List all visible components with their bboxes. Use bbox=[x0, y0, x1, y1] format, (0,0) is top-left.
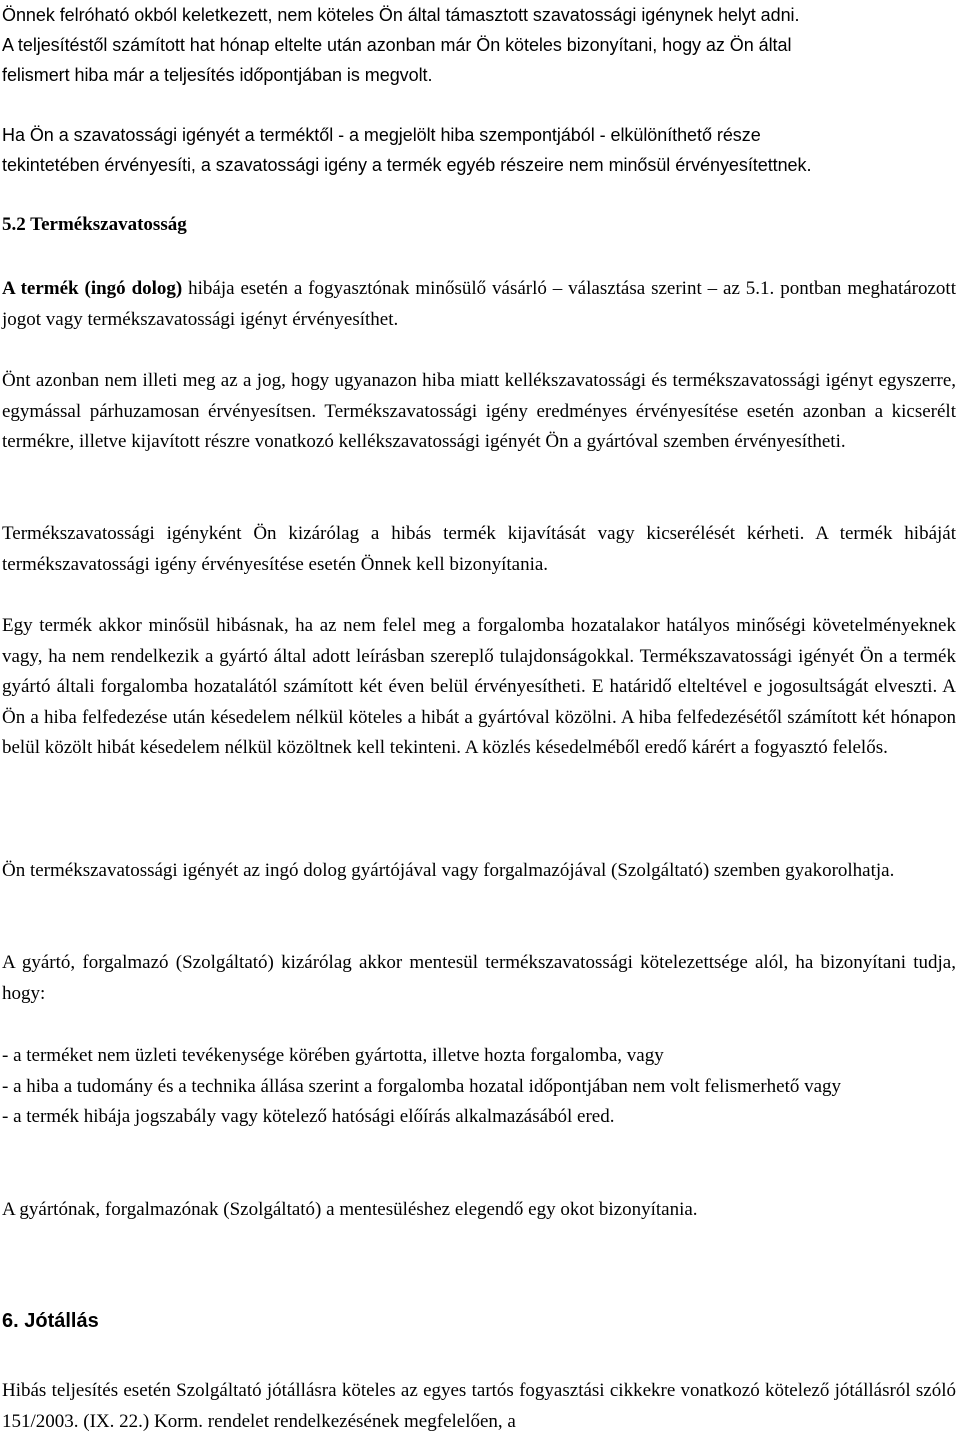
text-line: felismert hiba már a teljesítés időpontjában is megvolt. bbox=[2, 65, 433, 85]
exemption-list bbox=[2, 1041, 956, 1133]
paragraph-termekszavatossag-intro bbox=[2, 274, 956, 335]
paragraph-egy-ok: A gyártónak, forgalmazónak (Szolgáltató) a mentesüléshez elegendő egy okot bizonyítania. bbox=[2, 1199, 698, 1220]
paragraph-hibas-termek: Egy termék akkor minősül hibásnak, ha az nem felel meg a forgalomba hozatalakor hatályos minőségi követelményeknek vagy, ha nem rendelkezik a gyártó által adott leírásban szereplő tulajdonságokkal. Termékszavatossági igényét Ön a termék gyártó általi forgalomba hozatalától számított két éven belül érvényesítheti. E határidő elteltével e jogosultságát elveszti. A Ön a hiba felfedezése után késedelem nélkül köteles a hibát a gyártóval közölni. A hiba felfedezésétől számított két hónapon belül közölt hibát késedelem nélkül közöltnek kell tekinteni. A közlés késedelméből eredő kárért a fogyasztó felelős. bbox=[2, 615, 956, 758]
paragraph-elkulonitheto-resz bbox=[2, 120, 956, 180]
paragraph-mentesules: A gyártó, forgalmazó (Szolgáltató) kizárólag akkor mentesül termékszavatossági kötelezettsége alól, ha bizonyítani tudja, hogy: bbox=[2, 952, 956, 1004]
paragraph-jotallas: Hibás teljesítés esetén Szolgáltató jótállásra köteles az egyes tartós fogyasztási cikkekre vonatkozó kötelező jótállásról szóló 151/2003. (IX. 22.) Korm. rendelet rendelkezésének megfelelően, a bbox=[2, 1380, 956, 1432]
list-item: - a termék hibája jogszabály vagy kötelező hatósági előírás alkalmazásából ered. bbox=[2, 1106, 615, 1127]
list-item: - a terméket nem üzleti tevékenysége körében gyártotta, illetve hozta forgalomba, vagy bbox=[2, 1045, 664, 1066]
paragraph-hibaigeny bbox=[2, 0, 956, 90]
paragraph-javitas-csere: Termékszavatossági igényként Ön kizárólag a hibás termék kijavítását vagy kicserélését kérheti. A termék hibáját termékszavatossági igény érvényesítése esetén Önnek kell bizonyítania. bbox=[2, 523, 956, 575]
bold-lead: A termék (ingó dolog) bbox=[2, 278, 183, 299]
text-line: tekintetében érvényesíti, a szavatossági igény a termék egyéb részeire nem minősül érvényesítettnek. bbox=[2, 155, 812, 175]
text-line: Ha Ön a szavatossági igényét a terméktől - a megjelölt hiba szempontjából - elkülöníthető része bbox=[2, 125, 761, 145]
text-line: A teljesítéstől számított hat hónap eltelte után azonban már Ön köteles bizonyítani, hogy az Ön által bbox=[2, 35, 792, 55]
paragraph-text: hibája esetén a fogyasztónak minősülő vásárló – választása szerint – az 5.1. pontban meghatározott jogot vagy termékszavatossági igényt érvényesíthet. bbox=[2, 278, 956, 330]
paragraph-parhuzamos-igeny: Önt azonban nem illeti meg az a jog, hogy ugyanazon hiba miatt kellékszavatossági és termékszavatossági igényt egyszerre, egymással párhuzamosan érvényesítsen. Termékszavatossági igény eredményes érvényesítése esetén azonban a kicserélt termékre, illetve kijavított részre vonatkozó kellékszavatossági igényét Ön a gyártóval szemben érvényesítheti. bbox=[2, 370, 956, 452]
paragraph-gyakorlas: Ön termékszavatossági igényét az ingó dolog gyártójával vagy forgalmazójával (Szolgáltató) szemben gyakorolhatja. bbox=[2, 860, 895, 881]
section-heading-6: 6. Jótállás bbox=[2, 1310, 99, 1332]
list-item: - a hiba a tudomány és a technika állása szerint a forgalomba hozatal időpontjában nem volt felismerhető vagy bbox=[2, 1075, 842, 1097]
section-heading-5-2: 5.2 Termékszavatosság bbox=[2, 214, 187, 235]
text-line: Önnek felróható okból keletkezett, nem köteles Ön által támasztott szavatossági igénynek helyt adni. bbox=[2, 5, 800, 25]
